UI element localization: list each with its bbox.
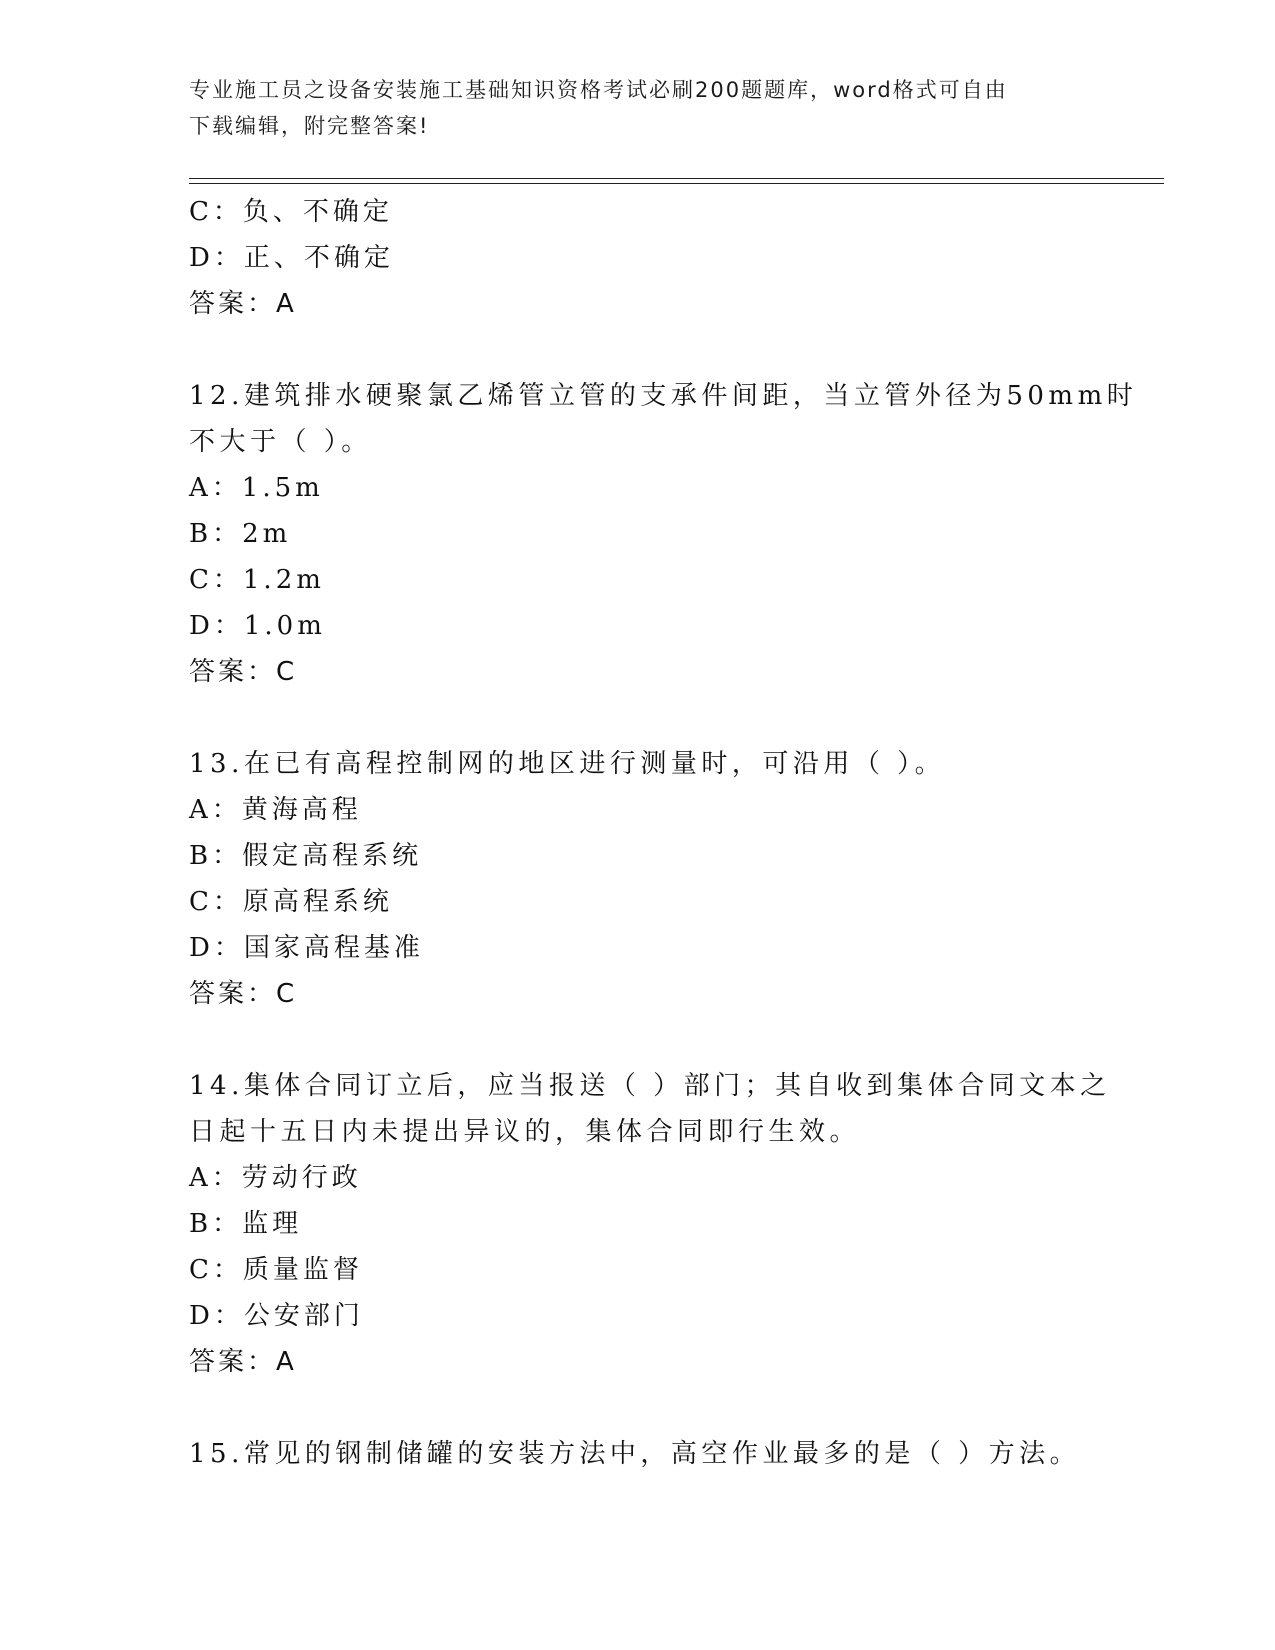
question-text: 15.常见的钢制储罐的安装方法中，高空作业最多的是（ ）方法。	[189, 1439, 1081, 1469]
header-divider-top	[189, 178, 1164, 179]
option-d: D：正、不确定	[189, 243, 394, 273]
option-a: A：劳动行政	[189, 1163, 362, 1193]
answer-label: 答案：A	[189, 289, 297, 319]
question-text-continued: 不大于（ ）。	[189, 427, 372, 457]
option-c: C：1.2m	[189, 565, 325, 595]
question-13	[189, 741, 1089, 1017]
header-divider-bottom	[189, 183, 1164, 184]
question-text-continued: 日起十五日内未提出异议的，集体合同即行生效。	[189, 1117, 861, 1147]
question-15	[189, 1431, 1089, 1477]
document-header	[189, 72, 1089, 144]
answer-label: 答案：C	[189, 979, 298, 1009]
question-14	[189, 1063, 1111, 1385]
option-b: B：假定高程系统	[189, 841, 423, 871]
option-d: D：1.0m	[189, 611, 326, 641]
option-d: D：国家高程基准	[189, 933, 424, 963]
question-12	[189, 373, 1138, 695]
question-text: 13.在已有高程控制网的地区进行测量时，可沿用（ ）。	[189, 749, 946, 779]
option-a: A：黄海高程	[189, 795, 362, 825]
question-text: 12.建筑排水硬聚氯乙烯管立管的支承件间距，当立管外径为50mm时	[189, 381, 1138, 411]
question-11-fragment	[189, 189, 1089, 327]
question-text: 14.集体合同订立后，应当报送（ ）部门；其自收到集体合同文本之	[189, 1071, 1111, 1101]
answer-label: 答案：A	[189, 1347, 297, 1377]
question-list	[189, 189, 1138, 1477]
header-line-2: 下载编辑，附完整答案!	[189, 114, 430, 138]
option-a: A：1.5m	[189, 473, 324, 503]
option-c: C：原高程系统	[189, 887, 393, 917]
option-c: C：质量监督	[189, 1255, 363, 1285]
header-line-1: 专业施工员之设备安装施工基础知识资格考试必刷200题题库，word格式可自由	[189, 78, 1008, 102]
option-d: D：公安部门	[189, 1301, 364, 1331]
option-b: B：2m	[189, 519, 292, 549]
option-b: B：监理	[189, 1209, 303, 1239]
option-c: C：负、不确定	[189, 197, 393, 227]
answer-label: 答案：C	[189, 657, 298, 687]
